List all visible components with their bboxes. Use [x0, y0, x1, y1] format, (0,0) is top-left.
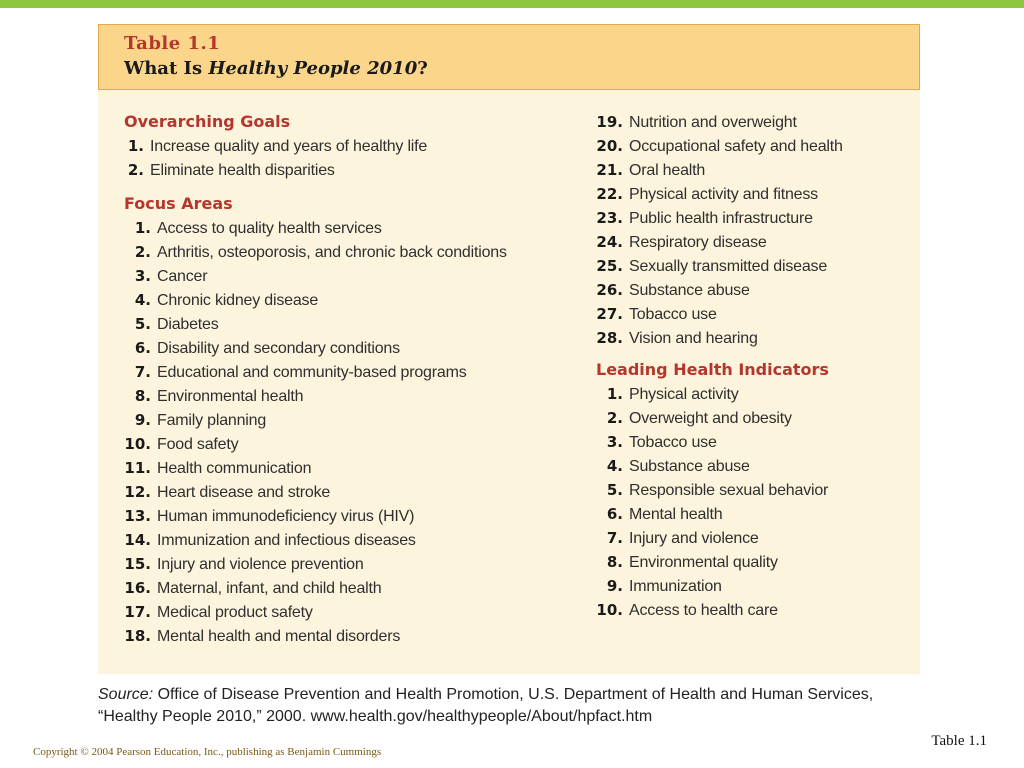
list-item	[596, 478, 896, 502]
item-number: 8.	[134, 387, 151, 405]
item-label: Mental health	[629, 506, 723, 523]
item-label: Injury and violence	[629, 530, 759, 547]
list-item	[596, 230, 896, 254]
item-label: Oral health	[629, 162, 706, 179]
slide-caption: Table 1.1	[931, 733, 987, 749]
item-label: Immunization and infectious diseases	[157, 532, 416, 549]
item-label: Environmental quality	[629, 554, 778, 571]
top-accent-bar	[0, 0, 1024, 8]
item-label: Overweight and obesity	[629, 410, 792, 427]
item-label: Medical product safety	[157, 604, 313, 621]
list-item	[596, 158, 896, 182]
item-number: 3.	[134, 267, 151, 285]
item-number: 5.	[606, 481, 623, 499]
table-number: Table 1.1	[124, 33, 221, 54]
item-label: Cancer	[157, 268, 208, 285]
list-item	[596, 278, 896, 302]
left-column	[124, 110, 594, 648]
list-item	[596, 302, 896, 326]
item-number: 7.	[606, 529, 623, 547]
right-column	[596, 110, 896, 622]
item-label: Human immunodeficiency virus (HIV)	[157, 508, 415, 525]
item-label: Chronic kidney disease	[157, 292, 319, 309]
item-label: Access to quality health services	[157, 220, 382, 237]
list-item	[124, 134, 594, 158]
list-item	[596, 574, 896, 598]
item-label: Substance abuse	[629, 282, 750, 299]
item-label: Health communication	[157, 460, 312, 477]
item-label: Vision and hearing	[629, 330, 758, 347]
item-label: Eliminate health disparities	[150, 162, 335, 179]
overarching-goals-heading: Overarching Goals	[124, 112, 291, 131]
item-number: 19.	[596, 113, 623, 131]
item-number: 1.	[127, 137, 144, 155]
title-prefix: What Is	[124, 58, 209, 79]
item-number: 16.	[124, 579, 151, 597]
item-number: 17.	[124, 603, 151, 621]
list-item	[124, 288, 594, 312]
list-item	[596, 430, 896, 454]
list-item	[596, 206, 896, 230]
item-number: 2.	[134, 243, 151, 261]
item-number: 12.	[124, 483, 151, 501]
list-item	[124, 600, 594, 624]
item-label: Physical activity	[629, 386, 739, 403]
item-number: 14.	[124, 531, 151, 549]
item-number: 25.	[596, 257, 623, 275]
list-item	[124, 312, 594, 336]
item-number: 26.	[596, 281, 623, 299]
title-suffix: ?	[417, 58, 428, 79]
title-italic: Healthy People 2010	[208, 58, 418, 79]
item-number: 4.	[134, 291, 151, 309]
focus-areas-list-right	[596, 110, 896, 350]
list-item	[124, 216, 594, 240]
item-number: 8.	[606, 553, 623, 571]
item-label: Family planning	[157, 412, 267, 429]
item-label: Disability and secondary conditions	[157, 340, 400, 357]
item-number: 4.	[606, 457, 623, 475]
list-item	[124, 408, 594, 432]
leading-indicators-heading: Leading Health Indicators	[596, 360, 829, 379]
item-label: Increase quality and years of healthy life	[150, 138, 428, 155]
item-number: 1.	[606, 385, 623, 403]
list-item	[596, 406, 896, 430]
item-label: Mental health and mental disorders	[157, 628, 401, 645]
item-label: Heart disease and stroke	[157, 484, 331, 501]
item-number: 3.	[606, 433, 623, 451]
item-label: Responsible sexual behavior	[629, 482, 829, 499]
list-item	[124, 240, 594, 264]
item-label: Access to health care	[629, 602, 778, 619]
item-number: 27.	[596, 305, 623, 323]
list-item	[124, 158, 594, 182]
list-item	[124, 264, 594, 288]
list-item	[124, 384, 594, 408]
item-number: 9.	[606, 577, 623, 595]
list-item	[124, 456, 594, 480]
item-number: 10.	[124, 435, 151, 453]
item-label: Public health infrastructure	[629, 210, 813, 227]
item-label: Tobacco use	[629, 434, 717, 451]
list-item	[596, 454, 896, 478]
item-number: 22.	[596, 185, 623, 203]
item-label: Diabetes	[157, 316, 219, 333]
item-label: Food safety	[157, 436, 239, 453]
item-number: 28.	[596, 329, 623, 347]
item-label: Maternal, infant, and child health	[157, 580, 382, 597]
list-item	[124, 528, 594, 552]
table-header	[98, 24, 920, 90]
item-number: 24.	[596, 233, 623, 251]
list-item	[124, 504, 594, 528]
list-item	[596, 182, 896, 206]
item-number: 11.	[124, 459, 151, 477]
item-number: 6.	[606, 505, 623, 523]
item-number: 9.	[134, 411, 151, 429]
item-number: 21.	[596, 161, 623, 179]
list-item	[124, 432, 594, 456]
list-item	[596, 598, 896, 622]
list-item	[124, 480, 594, 504]
list-item	[596, 526, 896, 550]
list-item	[124, 624, 594, 648]
item-number: 6.	[134, 339, 151, 357]
table-title	[124, 58, 428, 79]
focus-areas-list-left	[124, 216, 594, 648]
item-label: Arthritis, osteoporosis, and chronic back conditions	[157, 244, 507, 261]
list-item	[596, 382, 896, 406]
focus-areas-heading: Focus Areas	[124, 194, 233, 213]
source-label: Source:	[98, 686, 154, 703]
item-number: 18.	[124, 627, 151, 645]
item-number: 13.	[124, 507, 151, 525]
item-label: Respiratory disease	[629, 234, 767, 251]
leading-indicators-list	[596, 382, 896, 622]
list-item	[596, 550, 896, 574]
list-item	[596, 254, 896, 278]
source-note	[98, 684, 898, 728]
list-item	[124, 552, 594, 576]
item-label: Immunization	[629, 578, 722, 595]
item-label: Substance abuse	[629, 458, 750, 475]
item-label: Nutrition and overweight	[629, 114, 797, 131]
item-number: 23.	[596, 209, 623, 227]
item-number: 1.	[134, 219, 151, 237]
source-text: Office of Disease Prevention and Health Promotion, U.S. Department of Health and Human Services, “Healthy People 2010,” 2000. www.health.gov/healthypeople/About/hpfact.htm	[98, 686, 874, 725]
list-item	[596, 502, 896, 526]
item-number: 10.	[596, 601, 623, 619]
table-panel	[98, 24, 920, 674]
list-item	[596, 326, 896, 350]
list-item	[596, 110, 896, 134]
copyright-footer: Copyright © 2004 Pearson Education, Inc., publishing as Benjamin Cummings	[33, 746, 382, 758]
overarching-goals-list	[124, 134, 594, 182]
item-label: Environmental health	[157, 388, 304, 405]
list-item	[124, 336, 594, 360]
item-label: Physical activity and fitness	[629, 186, 818, 203]
item-number: 2.	[127, 161, 144, 179]
item-label: Sexually transmitted disease	[629, 258, 828, 275]
list-item	[124, 360, 594, 384]
item-number: 5.	[134, 315, 151, 333]
item-label: Injury and violence prevention	[157, 556, 364, 573]
item-number: 7.	[134, 363, 151, 381]
item-label: Educational and community-based programs	[157, 364, 467, 381]
item-label: Occupational safety and health	[629, 138, 843, 155]
item-number: 2.	[606, 409, 623, 427]
item-number: 15.	[124, 555, 151, 573]
item-number: 20.	[596, 137, 623, 155]
list-item	[124, 576, 594, 600]
list-item	[596, 134, 896, 158]
item-label: Tobacco use	[629, 306, 717, 323]
